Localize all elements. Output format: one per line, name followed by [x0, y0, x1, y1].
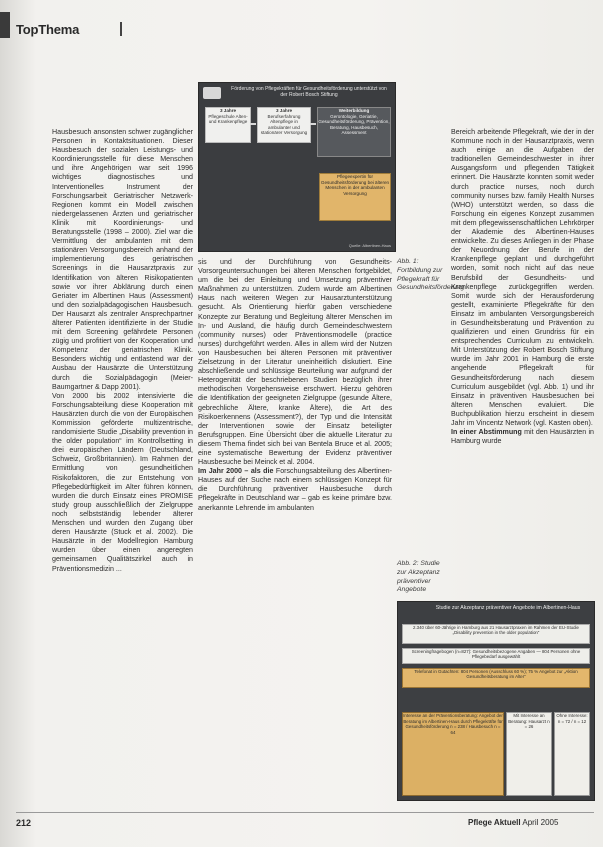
- footer-rule: [16, 812, 594, 813]
- stage-head: 3 Jahre: [219, 108, 237, 113]
- arrow-connector: [250, 123, 256, 125]
- flow-result-cell: Mit Interesse an Beratung: Hausarzt n = 26: [506, 712, 552, 796]
- flow-result-cell: Interesse an der Präventionsberatung: Angebot der Beratung im Albertinen-Haus durch Pflegekräfte für Gesundheitsförderung n = 238 / Hausbesuch n = 64: [402, 712, 504, 796]
- paragraph: [198, 467, 392, 512]
- flow-step: 2.340 über 60-Jährige in Hamburg aus 21 Hausarztpraxen im Rahmen der EU-Studie „Disability prevention in the older population“: [402, 624, 590, 644]
- flow-result-cell: Ohne Interesse: n = 72 / n = 12: [554, 712, 590, 796]
- stage-text: Pflegeschule Alten- und Krankenpflege: [208, 113, 248, 125]
- paragraph: sis und der Durchführung von Gesundheits-Vorsorgeuntersuchungen bei älteren Menschen fortgebildet, um die bei der Einleitung und Umsetzung präventiver Maßnahmen zu unterstützen. Zudem wurde am Albertinen Haus nach weiteren Wegen zur Hausarztunterstützung gesucht. Als Orientierung hierfür gaben verschiedene Konzepte zur Beratung und Begleitung älterer Menschen im In- und Ausland, die häufig durch Gemeindeschwestern (community nurses) oder Präventionsmodelle (practice nurses) durchgeführt werden. Alles in allem wird der Nutzen von Hausbesuchen bei älteren Personen mit präventiver Zielsetzung in der Literatur uneinheitlich diskutiert. Eine abschließende und schlüssige Beurteilung war aufgrund der Heterogenität der beschriebenen Studien bezüglich ihrer methodischen Vorgehensweise erschwert. Hierzu gehören die Identifikation der geeigneten Zielgruppe (gesunde Ältere, gebrechliche Ältere, kranke Ältere), die Art des Risikoerkennens (Assessment?), der Typ und die Intensität der Interventionen sowie der Einsatz beteiligter Berufsgruppen. Eine Übersicht über die aktuelle Literatur zu diesem Thema findet sich bei van Bentela Bruce et al. 2005; eine systematische Bewertung der Evidenz präventiver Hausbesuche bei Meinck et al. 2004.: [198, 258, 392, 467]
- figure-credit: Quelle: Albertinen-Haus: [348, 243, 391, 248]
- journal-name: Pflege Aktuell: [468, 818, 521, 827]
- flow-step: Telefonat in Gutachten: 804 Personen (Ausschluss 60 %); 75 % Angebot zur „Aktion Gesundheitsberatung im Alter“: [402, 668, 590, 688]
- text-column-1: [52, 128, 193, 810]
- bold-lead: Im Jahr 2000 – als die: [198, 467, 274, 476]
- figure-caption: Abb. 1: Fortbildung zur Pflegekraft für Gesundheitsförderung: [397, 258, 465, 292]
- figure-caption: Abb. 2: Studie zur Akzeptanz präventiver Angebote: [397, 560, 440, 594]
- stage-box: [257, 107, 311, 143]
- stage-head: Weiterbildung: [338, 108, 370, 113]
- paragraph: Von 2000 bis 2002 intensivierte die Forschungsabteilung diese Kooperation mit Hausärzten durch die von der Europäischen Kommission geförderte multizentrische, randomisierte Studie „Disability prevention in the older population“ im Kontrollsetting in drei europäischen Ländern (Deutschland, Schweiz, Großbritannien). Im Rahmen der Ermittlung von gesundheitlichen Risikofaktoren, die zur Entstehung von Pflegebedürftigkeit im Alter führen können, wurden die durch Einsatz eines PROMISE study group ausschließlich der Zielgruppe noch selbstständig lebender älterer Menschen und wurden den Zugang über deren Hausärzte (Stuck et al. 2002). Die Hausärzte in der Modellregion Hamburg wurden über einen angeregten gemeinsamen Qualitätszirkel auch in Präventionsmedizin ...: [52, 391, 193, 573]
- figure-training-diagram: [198, 82, 396, 252]
- arrow-connector: [310, 123, 316, 125]
- stage-box: [205, 107, 251, 143]
- page-number: 212: [16, 818, 32, 828]
- text-column-3: [451, 128, 594, 596]
- stage-box: [317, 107, 391, 157]
- paragraph-tail: mit den Hausärzten in Hamburg wurde: [451, 428, 594, 446]
- paragraph: [451, 428, 594, 446]
- header-accent-bar: [0, 12, 10, 38]
- stage-text: Berufserfahrung Altenpflege in ambulanter und stationärer Versorgung: [260, 113, 308, 136]
- paragraph-tail: Forschungsabteilung des Albertinen-Hauses auf der Suche nach einem schlüssigen Konzept für die Durchführung präventiver Hausbesuche durch Pflegekräfte in Deutschland war – gab es keine primäre bzw. anerkannte Lehrende im ambulanten: [198, 467, 392, 512]
- result-box: Pflegeexpertin für Gesundheitsförderung bei älteren Menschen in der ambulanten Versorgung: [319, 173, 391, 221]
- stage-head: 3 Jahre: [275, 108, 293, 113]
- bold-lead: In einer Abstimmung: [451, 428, 522, 437]
- issue-date: April 2005: [522, 818, 559, 827]
- figure-title: Förderung von Pflegekräften für Gesundheitsförderung unterstützt von der Robert Bosch Stiftung: [231, 86, 387, 98]
- figure-study-flow: [397, 601, 595, 801]
- figure-title: Studie zur Akzeptanz präventiver Angebote im Albertinen-Haus: [435, 605, 581, 611]
- text-column-2: [198, 258, 392, 810]
- journal-line: [468, 818, 558, 827]
- section-title: TopThema: [16, 22, 80, 37]
- albertinen-logo: [203, 87, 221, 99]
- flow-step: Screeningfragebogen (n=827): Gesundheitsbezogene Angaben — 804 Personen ohne Pflegebedarf ausgewählt: [402, 648, 590, 664]
- paragraph: Bereich arbeitende Pflegekraft, wie der in der Kommune noch in der Hausarztpraxis, wenn auch einige an die Aufgaben der traditionellen Gemeindeschwester in ihrer Ausgangsform und pflegenden Tätigkeit erinnert. Die Hausärzte konnten somit weder durch practice nurses, noch durch community nurses bzw. family Health Nurses (WHO) unterstützt werden, so dass die Forschung ein eigenes Konzept zusammen mit dem pflegewissenschaftlichen Lehrkörper der Akademie des Albertinen-Hauses entwickelte. Zu dieses Anliegen in der Phase der Neuordnung der Berufe in der Krankenpflege geplant und durchgeführt worden, somit noch nicht auf das neue Berufsbild der Gesundheits- und Krankenpflege zurückgegriffen werden. Somit wurde sich der Herausforderung gestellt, examinierte Pflegekräfte für den Einsatz im ambulanten Versorgungsbereich in Gesundheitsberatung und Prävention zu qualifizieren und einen Grundriss für ein entsprechendes Curriculum zu entwickeln. Mit Unterstützung der Robert Bosch Stiftung wurde im Jahr 2001 in Hamburg die erste angehende Pflegekraft für Gesundheitsförderung nach diesem Curriculum ausgebildet (vgl. Abb. 1) und ihr Einsatz in präventiven Hausbesuchen bei älteren Menschen evaluiert. Die Buchpublikation hierzu erscheint in diesem Jahr im Vincentz Network (vgl. Kasten oben).: [451, 128, 594, 427]
- paragraph: Hausbesuch ansonsten schwer zugänglicher Personen in Kontaktsituationen. Dieser Hausbesuch der sozialen Leistungs- und Koordinierungsstelle für diese Menschen und ihre Angehörigen war seit 1996 wichtiges diagnostisches und Interventionelles Instrument der Forschungsarbeit Geriatrischer Netzwerk-Regionen kommt ein Modell zwischen niedergelassenen Ärzten und geriatrischer Klinik mit Koordinierungs- und Beratungsstelle (1998 – 2000). Ziel war die Vermittlung der ambulanten mit dem stationären Versorgungsbereich anhand der implementierung des geriatrischen Screenings in die Hausarztpraxis zur Identifikation von älteren Risikopatienten sowie vor ihrer Abklärung durch einen Geriater im Albertinen Haus (Assessment) und den sozialpädagogischen Hausbesuch. Der Hausarzt als zentraler Ansprechpartner älterer Patienten identifizierte in der Studie mit dem Screening gefährdete Personen zügig und profitiert von der Kooperation und Kompetenz der geriatrischen Klinik. Besonders wichtig und entlastend war der Ausbau der Hausärzte die Unterstützung durch die Sozialpädagogin (Meier-Baumgartner & Dapp 2001).: [52, 128, 193, 391]
- stage-text: Gerontologie, Geriatrie, Gesundheitsförderung, Prävention, Beratung, Hausbesuch, Assessment: [318, 113, 390, 136]
- section-divider: [120, 22, 122, 36]
